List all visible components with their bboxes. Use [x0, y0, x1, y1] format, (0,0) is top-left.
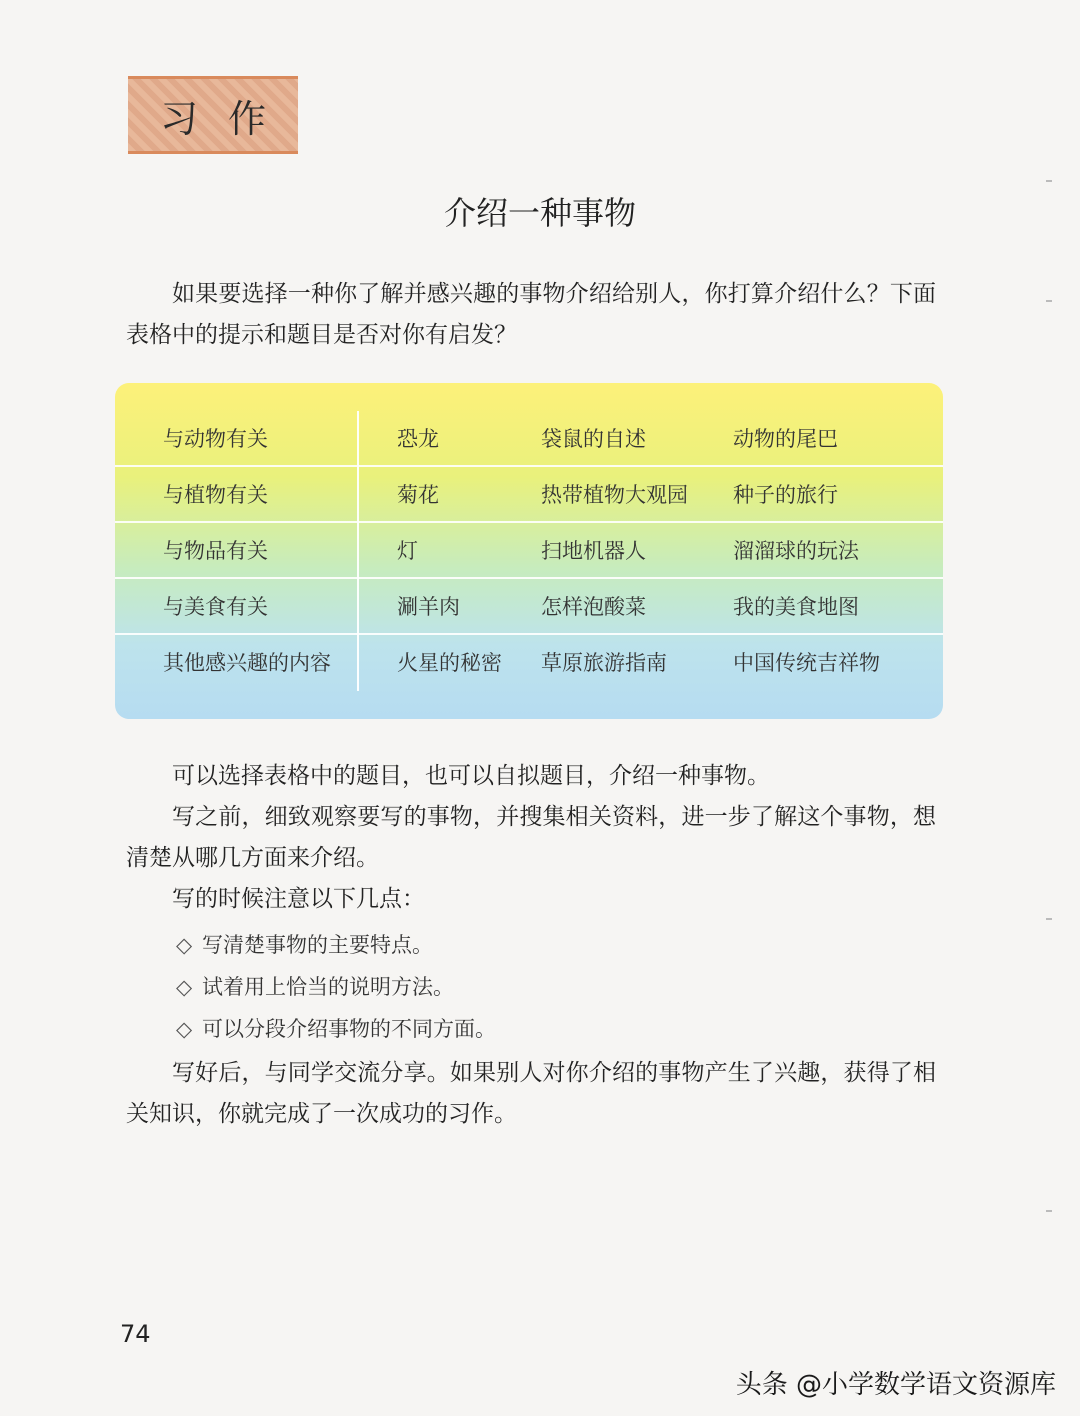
- topic-item: 恐龙: [397, 427, 439, 451]
- row-category: 与动物有关: [163, 427, 268, 451]
- diamond-icon: ◇: [176, 933, 193, 957]
- edge-mark: [1046, 918, 1052, 920]
- topic-table-card: [115, 383, 943, 719]
- page-number: 74: [120, 1320, 151, 1348]
- edge-mark: [1046, 300, 1052, 302]
- table-row: [115, 523, 943, 579]
- topic-table: [115, 411, 943, 691]
- diamond-icon: ◇: [176, 1017, 193, 1041]
- edge-mark: [1046, 1210, 1052, 1212]
- tip-text: 可以分段介绍事物的不同方面。: [202, 1017, 496, 1041]
- paragraph-after-writing: 写好后，与同学交流分享。如果别人对你介绍的事物产生了兴趣，获得了相关知识，你就完成了一次成功的习作。: [126, 1060, 936, 1127]
- topic-item: 火星的秘密: [397, 651, 502, 675]
- page-title: 介绍一种事物: [443, 194, 636, 232]
- topic-item: 溜溜球的玩法: [733, 539, 859, 563]
- table-row: [115, 467, 943, 523]
- tip-item: [176, 1014, 496, 1044]
- tip-item: [176, 930, 433, 960]
- edge-mark: [1046, 180, 1052, 182]
- topic-item: 热带植物大观园: [541, 483, 688, 507]
- topic-item: 涮羊肉: [397, 595, 460, 619]
- paragraph-choose-topic: 可以选择表格中的题目，也可以自拟题目，介绍一种事物。: [172, 763, 770, 789]
- row-category: 与物品有关: [163, 539, 268, 563]
- topic-item: 菊花: [397, 483, 439, 507]
- tip-text: 写清楚事物的主要特点。: [202, 933, 433, 957]
- tip-text: 试着用上恰当的说明方法。: [202, 975, 454, 999]
- diamond-icon: ◇: [176, 975, 193, 999]
- watermark: 头条 @小学数学语文资源库: [735, 1370, 1056, 1400]
- tip-item: [176, 972, 454, 1002]
- table-row: [115, 635, 943, 691]
- topic-item: 扫地机器人: [541, 539, 646, 563]
- row-category: 其他感兴趣的内容: [163, 651, 331, 675]
- paragraph-before-writing: 写之前，细致观察要写的事物，并搜集相关资料，进一步了解这个事物，想清楚从哪几方面来介绍。: [126, 804, 936, 871]
- intro-paragraph: 如果要选择一种你了解并感兴趣的事物介绍给别人，你打算介绍什么？下面表格中的提示和题目是否对你有启发？: [126, 281, 936, 348]
- topic-item: 我的美食地图: [733, 595, 859, 619]
- topic-item: 中国传统吉祥物: [733, 651, 880, 675]
- table-row: [115, 411, 943, 467]
- paragraph-while-writing: 写的时候注意以下几点：: [172, 886, 425, 912]
- topic-item: 袋鼠的自述: [541, 427, 646, 451]
- topic-item: 种子的旅行: [733, 483, 838, 507]
- section-badge-label: 习作: [159, 96, 296, 141]
- topic-item: 草原旅游指南: [541, 651, 667, 675]
- row-category: 与美食有关: [163, 595, 268, 619]
- topic-item: 怎样泡酸菜: [541, 595, 646, 619]
- table-row: [115, 579, 943, 635]
- row-category: 与植物有关: [163, 483, 268, 507]
- topic-item: 灯: [397, 539, 418, 563]
- section-badge: [128, 76, 298, 154]
- topic-item: 动物的尾巴: [733, 427, 838, 451]
